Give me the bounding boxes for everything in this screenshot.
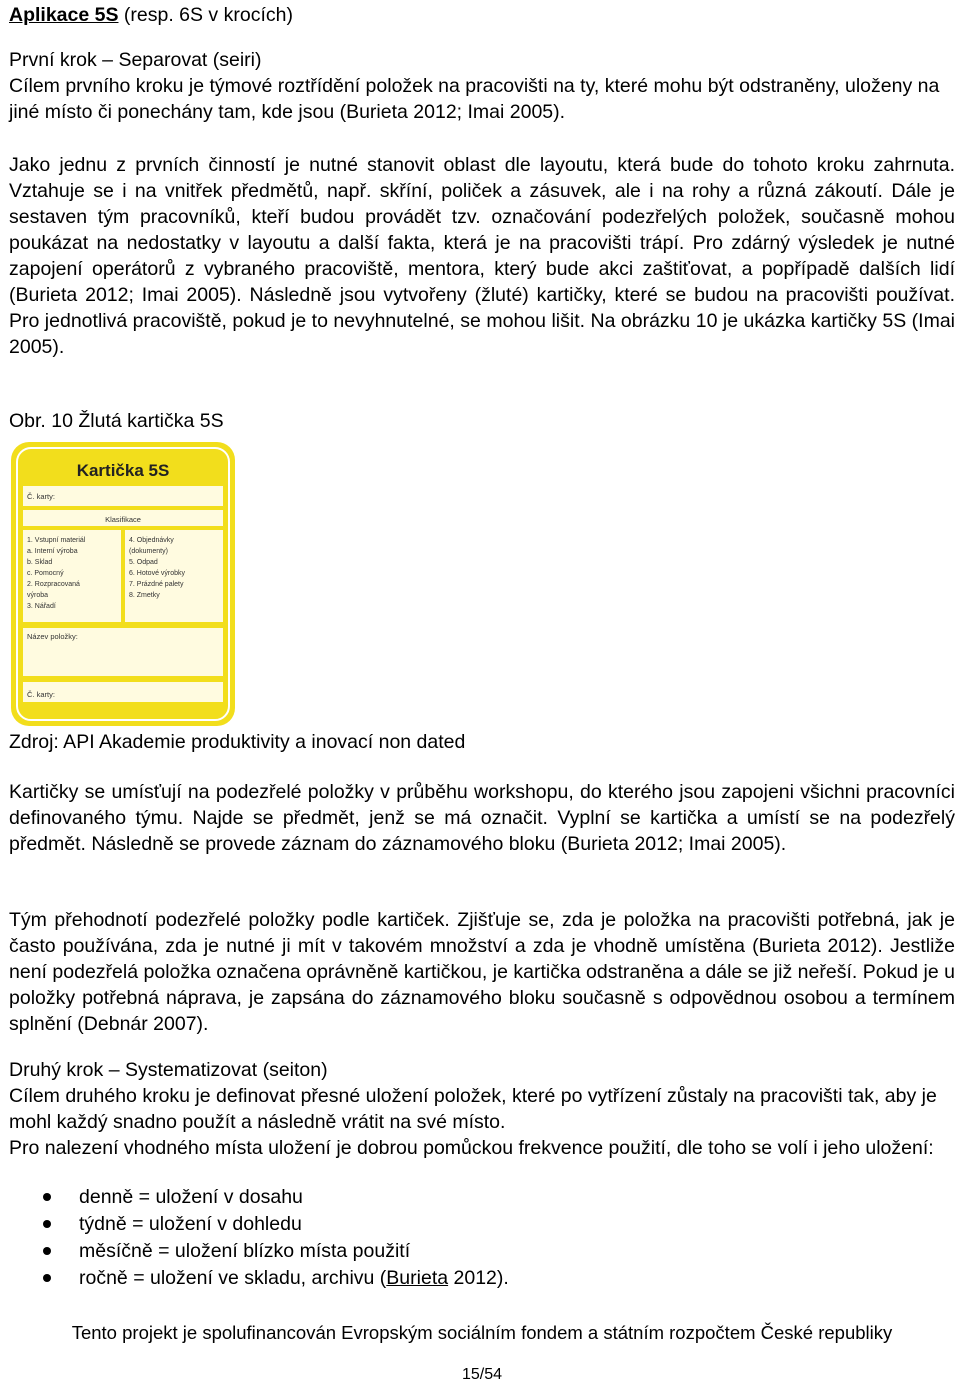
list-item-text: měsíčně = uložení blízko místa použití <box>79 1240 411 1262</box>
list-item-text: týdně = uložení v dohledu <box>79 1213 302 1235</box>
list-item <box>9 1184 509 1211</box>
list-item-text: denně = uložení v dosahu <box>79 1186 303 1208</box>
yellow-card-5s-figure <box>9 440 237 728</box>
paragraph-2: Kartičky se umísťují na podezřelé položky v průběhu workshopu, do kterého jsou zapojeni všichni pracovníci definovaného týmu. Najde se předmět, jenž se má označit. Vyplní se kartička a umístí se na podezřelý předmět. Následně se provede záznam do záznamového bloku (Burieta 2012; Imai 2005). <box>9 781 955 855</box>
card-list-item: 3. Nářadí <box>27 603 56 610</box>
card-list-item: c. Pomocný <box>27 570 64 577</box>
figure-caption: Obr. 10 Žlutá kartička 5S <box>9 410 224 432</box>
paragraph-1: Jako jednu z prvních činností je nutné stanovit oblast dle layoutu, která bude do tohoto kroku zahrnuta. Vztahuje se i na vnitřek předmětů, např. skříní, poliček a zásuvek, ale i na rohy a různá zákoutí. Dále je sestaven tým pracovníků, kteří budou provádět tzv. označování podezřelých položek, současně mohou poukázat na nedostatky v layoutu a další fakta, která je na pracovišti trápí. Pro zdárný výsledek je nutné zapojení operátorů z vybraného pracoviště, mentora, který bude akci zaštiťovat, a popřípadě dalších lidí (Burieta 2012; Imai 2005). Následně jsou vytvořeny (žluté) kartičky, které se budou na pracovišti používat. Pro jednotlivá pracoviště, pokud je to nevyhnutelné, se mohou lišit. Na obrázku 10 je ukázka kartičky 5S (Imai 2005). <box>9 154 955 358</box>
card-list-item: výroba <box>27 592 49 599</box>
list-item <box>9 1265 509 1292</box>
heading-bold: Aplikace 5S <box>9 4 119 26</box>
page-number: 15/54 <box>461 1366 503 1383</box>
classification-label: Klasifikace <box>105 515 141 524</box>
card-list-item: 6. Hotové výrobky <box>129 570 186 577</box>
step1-title: První krok – Separovat (seiri) <box>9 49 262 71</box>
paragraph-3: Tým přehodnotí podezřelé položky podle kartiček. Zjišťuje se, zda je položka na pracovišti potřebná, jak je často používána, zda je nutné ji mít v takovém množství a zda je vhodně umístěna (Burieta 2012). Jestliže není podezřelá položka označena oprávněně kartičkou, je kartička odstraněna a dále se již neřeší. Pokud je u položky potřebná náprava, je zapsána do záznamového bloku současně s odpovědnou osobou a termínem splnění (Debnár 2007). <box>9 909 955 1035</box>
card-no-label: Č. karty: <box>27 492 55 501</box>
card-title: Kartička 5S <box>76 461 170 480</box>
step2-text-1: Cílem druhého kroku je definovat přesné uložení položek, které po vytřízení zůstaly na pracovišti tak, aby je mohl každý snadno použít a následně vrátit na své místo. <box>9 1085 937 1133</box>
bullet-icon <box>43 1274 51 1282</box>
list-item-text-post: 2012). <box>448 1267 509 1289</box>
bullet-icon <box>43 1193 51 1201</box>
card-list-item: 2. Rozpracovaná <box>27 581 80 588</box>
figure-source: Zdroj: API Akademie produktivity a inovací non dated <box>9 731 466 753</box>
bullet-icon <box>43 1247 51 1255</box>
step1-block <box>9 47 955 125</box>
citation-link[interactable]: Burieta <box>386 1267 449 1289</box>
card-list-item: 4. Objednávky <box>129 537 174 544</box>
list-item-text-pre: ročně = uložení ve skladu, archivu ( <box>79 1267 387 1289</box>
card-no-label-2: Č. karty: <box>27 690 55 699</box>
card-list-item: 5. Odpad <box>129 559 158 566</box>
list-item <box>9 1211 509 1238</box>
step2-block <box>9 1057 955 1161</box>
step2-text-2: Pro nalezení vhodného místa uložení je dobrou pomůckou frekvence použití, dle toho se volí i jeho uložení: <box>9 1137 934 1159</box>
card-list-item: 7. Prázdné palety <box>129 581 184 588</box>
frequency-list <box>9 1184 509 1292</box>
bullet-icon <box>43 1220 51 1228</box>
heading-rest: (resp. 6S v krocích) <box>118 4 293 26</box>
card-list-item: 1. Vstupní materiál <box>27 537 86 544</box>
list-item <box>9 1238 509 1265</box>
card-list-item: b. Sklad <box>27 559 53 566</box>
step2-title: Druhý krok – Systematizovat (seiton) <box>9 1059 328 1081</box>
card-list-item: a. Interní výroba <box>27 548 78 555</box>
card-list-item: (dokumenty) <box>129 548 168 555</box>
item-name-label: Název položky: <box>27 632 78 641</box>
section-heading <box>9 2 293 28</box>
card-list-item: 8. Zmetky <box>129 592 160 599</box>
page-footer: Tento projekt je spolufinancován Evropským sociálním fondem a státním rozpočtem České republiky <box>71 1322 893 1343</box>
step1-text: Cílem prvního kroku je týmové roztřídění položek na pracovišti na ty, které mohu být odstraněny, uloženy na jiné místo či ponechány tam, kde jsou (Burieta 2012; Imai 2005). <box>9 75 940 123</box>
